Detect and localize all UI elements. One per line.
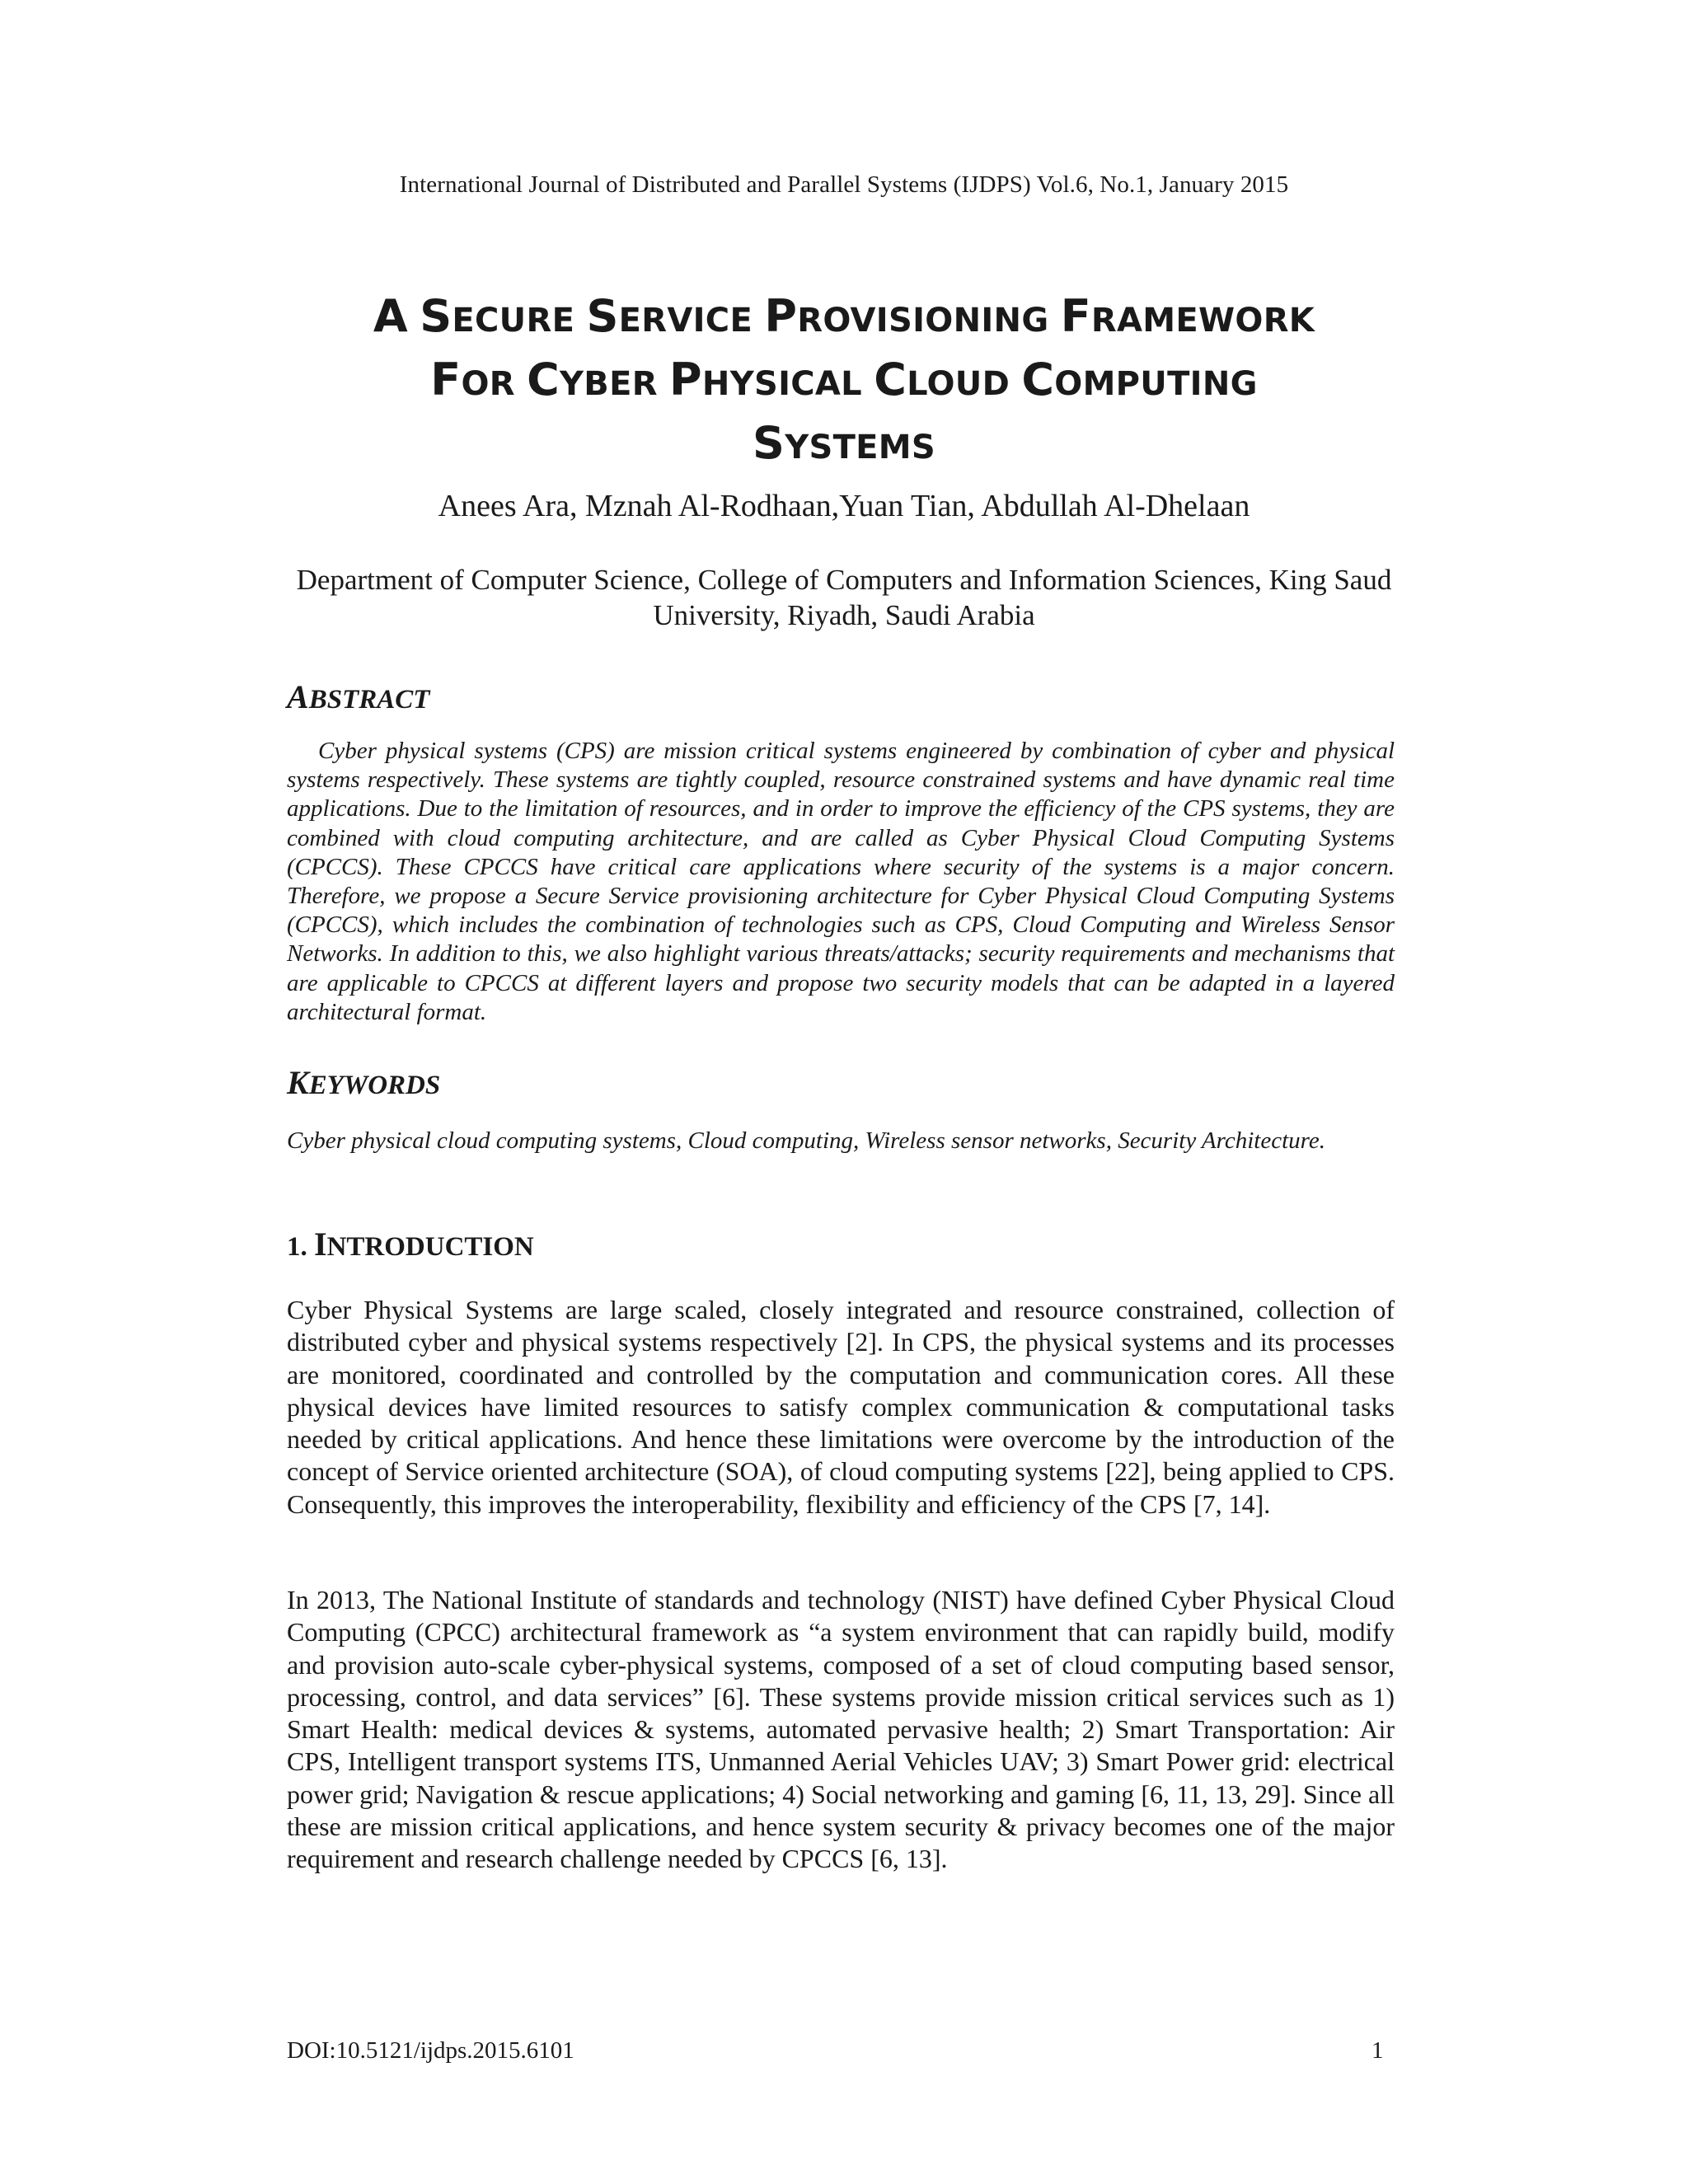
title-line-3: SYSTEMS	[753, 417, 935, 469]
paper-title	[0, 287, 1688, 477]
author-affiliation: Department of Computer Science, College of Computers and Information Sciences, King Saud University, Riyadh, Saudi Arabia	[296, 564, 1392, 631]
doi-link[interactable]: DOI:10.5121/ijdps.2015.6101	[287, 2037, 574, 2064]
keywords-text: Cyber physical cloud computing systems, Cloud computing, Wireless sensor networks, Security Architecture.	[287, 1127, 1325, 1154]
abstract-text: Cyber physical systems (CPS) are mission critical systems engineered by combination of cyber and physical systems respectively. These systems are tightly coupled, resource constrained systems and have dynamic real time applications. Due to the limitation of resources, and in order to improve the efficiency of the CPS systems, they are combined with cloud computing architecture, and are called as Cyber Physical Cloud Computing Systems (CPCCS). These CPCCS have critical care applications where security of the systems is a major concern. Therefore, we propose a Secure Service provisioning architecture for Cyber Physical Cloud Computing Systems (CPCCS), which includes the combination of technologies such as CPS, Cloud Computing and Wireless Sensor Networks. In addition to this, we also highlight various threats/attacks; security requirements and mechanisms that are applicable to CPCCS at different layers and propose two security models that can be adapted in a layered architectural format.	[287, 738, 1395, 1025]
page-number: 1	[1372, 2037, 1384, 2064]
abstract-heading: ABSTRACT	[287, 678, 430, 715]
title-line-2: FOR CYBER PHYSICAL CLOUD COMPUTING	[430, 354, 1258, 405]
keywords-heading: KEYWORDS	[287, 1064, 441, 1101]
introduction-heading: 1. INTRODUCTION	[287, 1226, 534, 1263]
introduction-paragraph-1: Cyber Physical Systems are large scaled, closely integrated and resource constrained, collection of distributed cyber and physical systems respectively [2]. In CPS, the physical systems and its processes are monitored, coordinated and controlled by the computation and communication cores. All these physical devices have limited resources to satisfy complex communication & computational tasks needed by critical applications. And hence these limitations were overcome by the introduction of the concept of Service oriented architecture (SOA), of cloud computing systems [22], being applied to CPS. Consequently, this improves the interoperability, flexibility and efficiency of the CPS [7, 14].	[287, 1295, 1395, 1519]
title-line-1: A SECURE SERVICE PROVISIONING FRAMEWORK	[373, 290, 1315, 342]
introduction-paragraph-2: In 2013, The National Institute of standards and technology (NIST) have defined Cyber Physical Cloud Computing (CPCC) architectural framework as “a system environment that can rapidly build, modify and provision auto-scale cyber-physical systems, composed of a set of cloud computing based sensor, processing, control, and data services” [6]. These systems provide mission critical services such as 1) Smart Health: medical devices & systems, automated pervasive health; 2) Smart Transportation: Air CPS, Intelligent transport systems ITS, Unmanned Aerial Vehicles UAV; 3) Smart Power grid: electrical power grid; Navigation & rescue applications; 4) Social networking and gaming [6, 11, 13, 29]. Since all these are mission critical applications, and hence system security & privacy becomes one of the major requirement and research challenge needed by CPCCS [6, 13].	[287, 1585, 1395, 1874]
running-header: International Journal of Distributed and Parallel Systems (IJDPS) Vol.6, No.1, January 2015	[399, 171, 1289, 198]
author-list: Anees Ara, Mznah Al-Rodhaan,Yuan Tian, Abdullah Al-Dhelaan	[438, 489, 1250, 523]
